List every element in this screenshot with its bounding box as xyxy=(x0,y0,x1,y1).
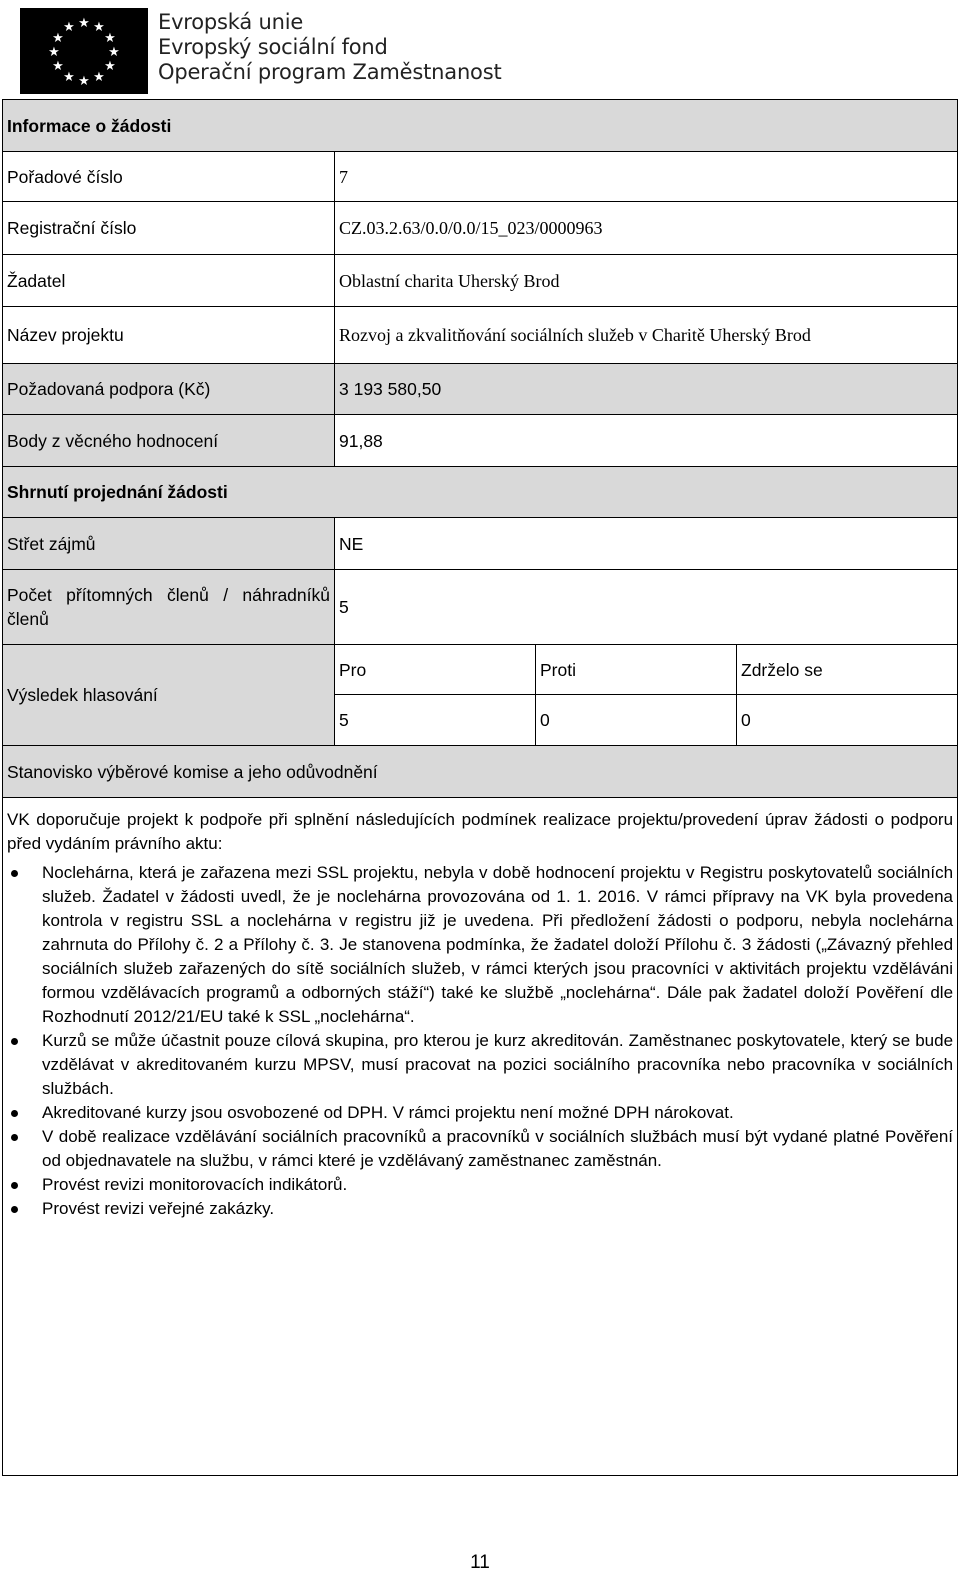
vote-value-against: 0 xyxy=(536,695,737,746)
brand-line-2: Evropský sociální fond xyxy=(158,35,388,59)
condition-item xyxy=(7,1101,953,1125)
svg-text:★: ★ xyxy=(63,70,75,85)
info-value: 91,88 xyxy=(335,415,958,467)
svg-text:★: ★ xyxy=(48,45,60,60)
info-value: Rozvoj a zkvalitňování sociálních služeb v Charitě Uherský Brod xyxy=(335,307,958,364)
bullet-icon xyxy=(11,1182,18,1189)
condition-item xyxy=(7,1029,953,1101)
info-value: CZ.03.2.63/0.0/0.0/15_023/0000963 xyxy=(335,202,958,255)
brand-line-1: Evropská unie xyxy=(158,10,304,34)
bullet-icon xyxy=(11,1134,18,1141)
condition-text: Akreditované kurzy jsou osvobozené od DPH. V rámci projektu není možné DPH nárokovat. xyxy=(42,1103,734,1122)
application-form-table xyxy=(2,99,958,1476)
condition-item xyxy=(7,1173,953,1197)
svg-text:★: ★ xyxy=(78,74,90,89)
condition-text: Provést revizi veřejné zakázky. xyxy=(42,1199,275,1218)
statement-intro: VK doporučuje projekt k podpoře při splnění následujících podmínek realizace projektu/provedení úprav žádosti o podporu před vydáním právního aktu: xyxy=(7,810,954,853)
members-row xyxy=(3,570,958,645)
conditions-list xyxy=(7,861,953,1221)
condition-item xyxy=(7,1125,953,1173)
vote-header-for: Pro xyxy=(335,645,536,695)
svg-text:★: ★ xyxy=(93,20,105,35)
info-row xyxy=(3,364,958,415)
info-row xyxy=(3,255,958,307)
condition-text: Kurzů se může účastnit pouze cílová skupina, pro kterou je kurz akreditován. Zaměstnanec poskytovatele, který se bude vzdělávat v akreditovaném kurzu MPSV, musí pracovat na pozici sociálního pracovníka nebo pracovníka v sociálních službách. xyxy=(42,1031,954,1098)
info-value: Oblastní charita Uherský Brod xyxy=(335,255,958,307)
svg-text:★: ★ xyxy=(104,31,116,46)
statement-title: Stanovisko výběrové komise a jeho odůvodnění xyxy=(3,746,958,798)
bullet-icon xyxy=(11,870,18,877)
info-row xyxy=(3,152,958,202)
eu-flag-icon xyxy=(20,8,148,94)
svg-text:★: ★ xyxy=(93,70,105,85)
vote-label: Výsledek hlasování xyxy=(3,645,335,746)
conflict-value: NE xyxy=(335,518,958,570)
condition-item xyxy=(7,1197,953,1221)
bullet-icon xyxy=(11,1038,18,1045)
info-value: 7 xyxy=(335,152,958,202)
svg-text:★: ★ xyxy=(52,59,64,74)
conflict-row xyxy=(3,518,958,570)
bullet-icon xyxy=(11,1110,18,1117)
vote-header-against: Proti xyxy=(536,645,737,695)
info-row xyxy=(3,415,958,467)
brand-line-3: Operační program Zaměstnanost xyxy=(158,60,502,84)
vote-value-for: 5 xyxy=(335,695,536,746)
members-value: 5 xyxy=(335,570,958,645)
svg-text:★: ★ xyxy=(78,16,90,31)
info-label: Požadovaná podpora (Kč) xyxy=(3,364,335,415)
condition-text: Provést revizi monitorovacích indikátorů. xyxy=(42,1175,348,1194)
condition-item xyxy=(7,861,953,1029)
svg-text:★: ★ xyxy=(104,59,116,74)
info-label: Body z věcného hodnocení xyxy=(3,415,335,467)
section-info-row xyxy=(3,100,958,152)
statement-body-row xyxy=(3,798,958,1476)
members-label: Počet přítomných členů / náhradníků členů xyxy=(3,570,335,645)
statement-body xyxy=(3,798,958,1476)
vote-header-row xyxy=(3,645,958,695)
svg-text:★: ★ xyxy=(108,45,120,60)
info-label: Registrační číslo xyxy=(3,202,335,255)
section-title-summary: Shrnutí projednání žádosti xyxy=(3,467,958,518)
section-title-info: Informace o žádosti xyxy=(3,100,958,152)
bullet-icon xyxy=(11,1206,18,1213)
conflict-label: Střet zájmů xyxy=(3,518,335,570)
info-row xyxy=(3,307,958,364)
vote-header-abstain: Zdrželo se xyxy=(737,645,958,695)
info-label: Žadatel xyxy=(3,255,335,307)
brand-text xyxy=(158,10,501,85)
info-label: Pořadové číslo xyxy=(3,152,335,202)
vote-value-abstain: 0 xyxy=(737,695,958,746)
svg-text:★: ★ xyxy=(63,20,75,35)
info-row xyxy=(3,202,958,255)
section-summary-row xyxy=(3,467,958,518)
document-header xyxy=(0,0,960,100)
svg-text:★: ★ xyxy=(52,31,64,46)
info-value: 3 193 580,50 xyxy=(335,364,958,415)
info-label: Název projektu xyxy=(3,307,335,364)
condition-text: V době realizace vzdělávání sociálních pracovníků a pracovníků v sociálních službách musí být vydané platné Pověření od objednavatele na službu, v rámci které je vzdělávaný zaměstnanec zaměstnán. xyxy=(42,1127,954,1170)
statement-title-row xyxy=(3,746,958,798)
page-number: 11 xyxy=(470,1552,490,1573)
condition-text: Noclehárna, která je zařazena mezi SSL projektu, nebyla v době hodnocení projektu v Registru poskytovatelů sociálních služeb. Žadatel v žádosti uvedl, že je noclehárna provozována od 1. 1. 2016. V rámci přípravy na VK byla provedena kontrola v registru SSL a noclehárna v registru již je uvedena. Při předložení žádosti o podporu, nebyla noclehárna zahrnuta do Přílohy č. 2 a Přílohy č. 3. Je stanovena podmínka, že žadatel doloží Přílohu č. 3 žádosti („Závazný přehled sociálních služeb zařazených do sítě sociálních služeb, v rámci kterých jsou pracovníci v aktivitách projektu vzděláváni formou vzdělávacích programů a odborných stáží“) také ke službě „noclehárna“. Dále pak žadatel doloží Pověření dle Rozhodnutí 2012/21/EU také k SSL „noclehárna“. xyxy=(42,863,954,1026)
